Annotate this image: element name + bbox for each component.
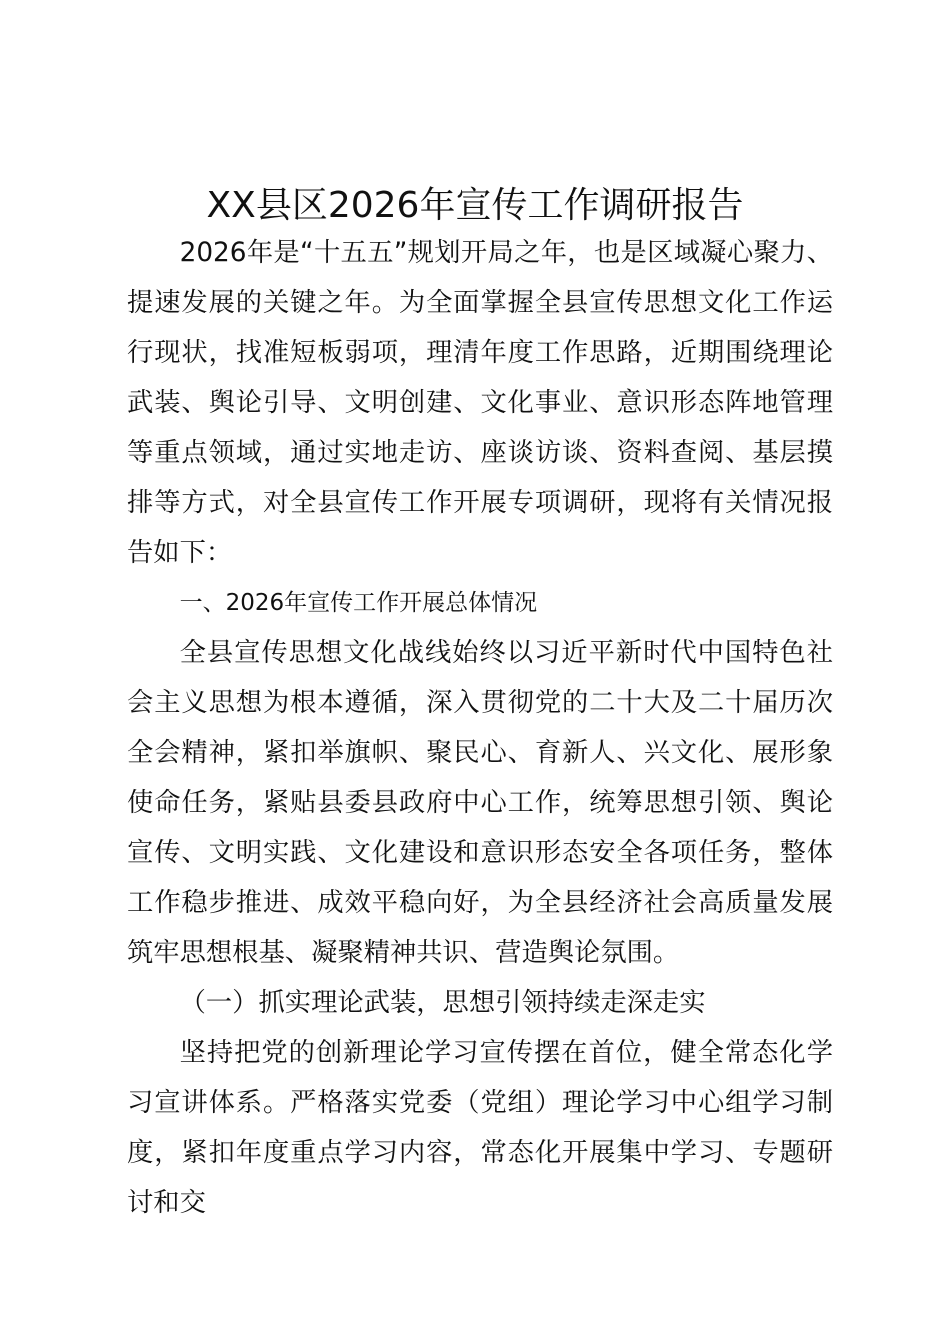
intro-paragraph: 2026年是“十五五”规划开局之年，也是区域凝心聚力、提速发展的关键之年。为全面掌握全县宣传思想文化工作运行现状，找准短板弱项，理清年度工作思路，近期围绕理论武装、舆论引导、文明创建、文化事业、意识形态阵地管理等重点领域，通过实地走访、座谈访谈、资料查阅、基层摸排等方式，对全县宣传工作开展专项调研，现将有关情况报告如下：: [127, 238, 833, 568]
document-body: [127, 228, 833, 1228]
subsection-heading-1: （一）抓实理论武装，思想引领持续走深走实: [179, 988, 706, 1018]
section-heading-1: 一、2026年宣传工作开展总体情况: [179, 590, 538, 616]
document-title: XX县区2026年宣传工作调研报告: [206, 185, 744, 226]
theory-paragraph: 坚持把党的创新理论学习宣传摆在首位，健全常态化学习宣讲体系。严格落实党委（党组）理论学习中心组学习制度，紧扣年度重点学习内容，常态化开展集中学习、专题研讨和交: [127, 1038, 833, 1218]
overview-paragraph: 全县宣传思想文化战线始终以习近平新时代中国特色社会主义思想为根本遵循，深入贯彻党的二十大及二十届历次全会精神，紧扣举旗帜、聚民心、育新人、兴文化、展形象使命任务，紧贴县委县政府中心工作，统筹思想引领、舆论宣传、文明实践、文化建设和意识形态安全各项任务，整体工作稳步推进、成效平稳向好，为全县经济社会高质量发展筑牢思想根基、凝聚精神共识、营造舆论氛围。: [127, 638, 833, 968]
